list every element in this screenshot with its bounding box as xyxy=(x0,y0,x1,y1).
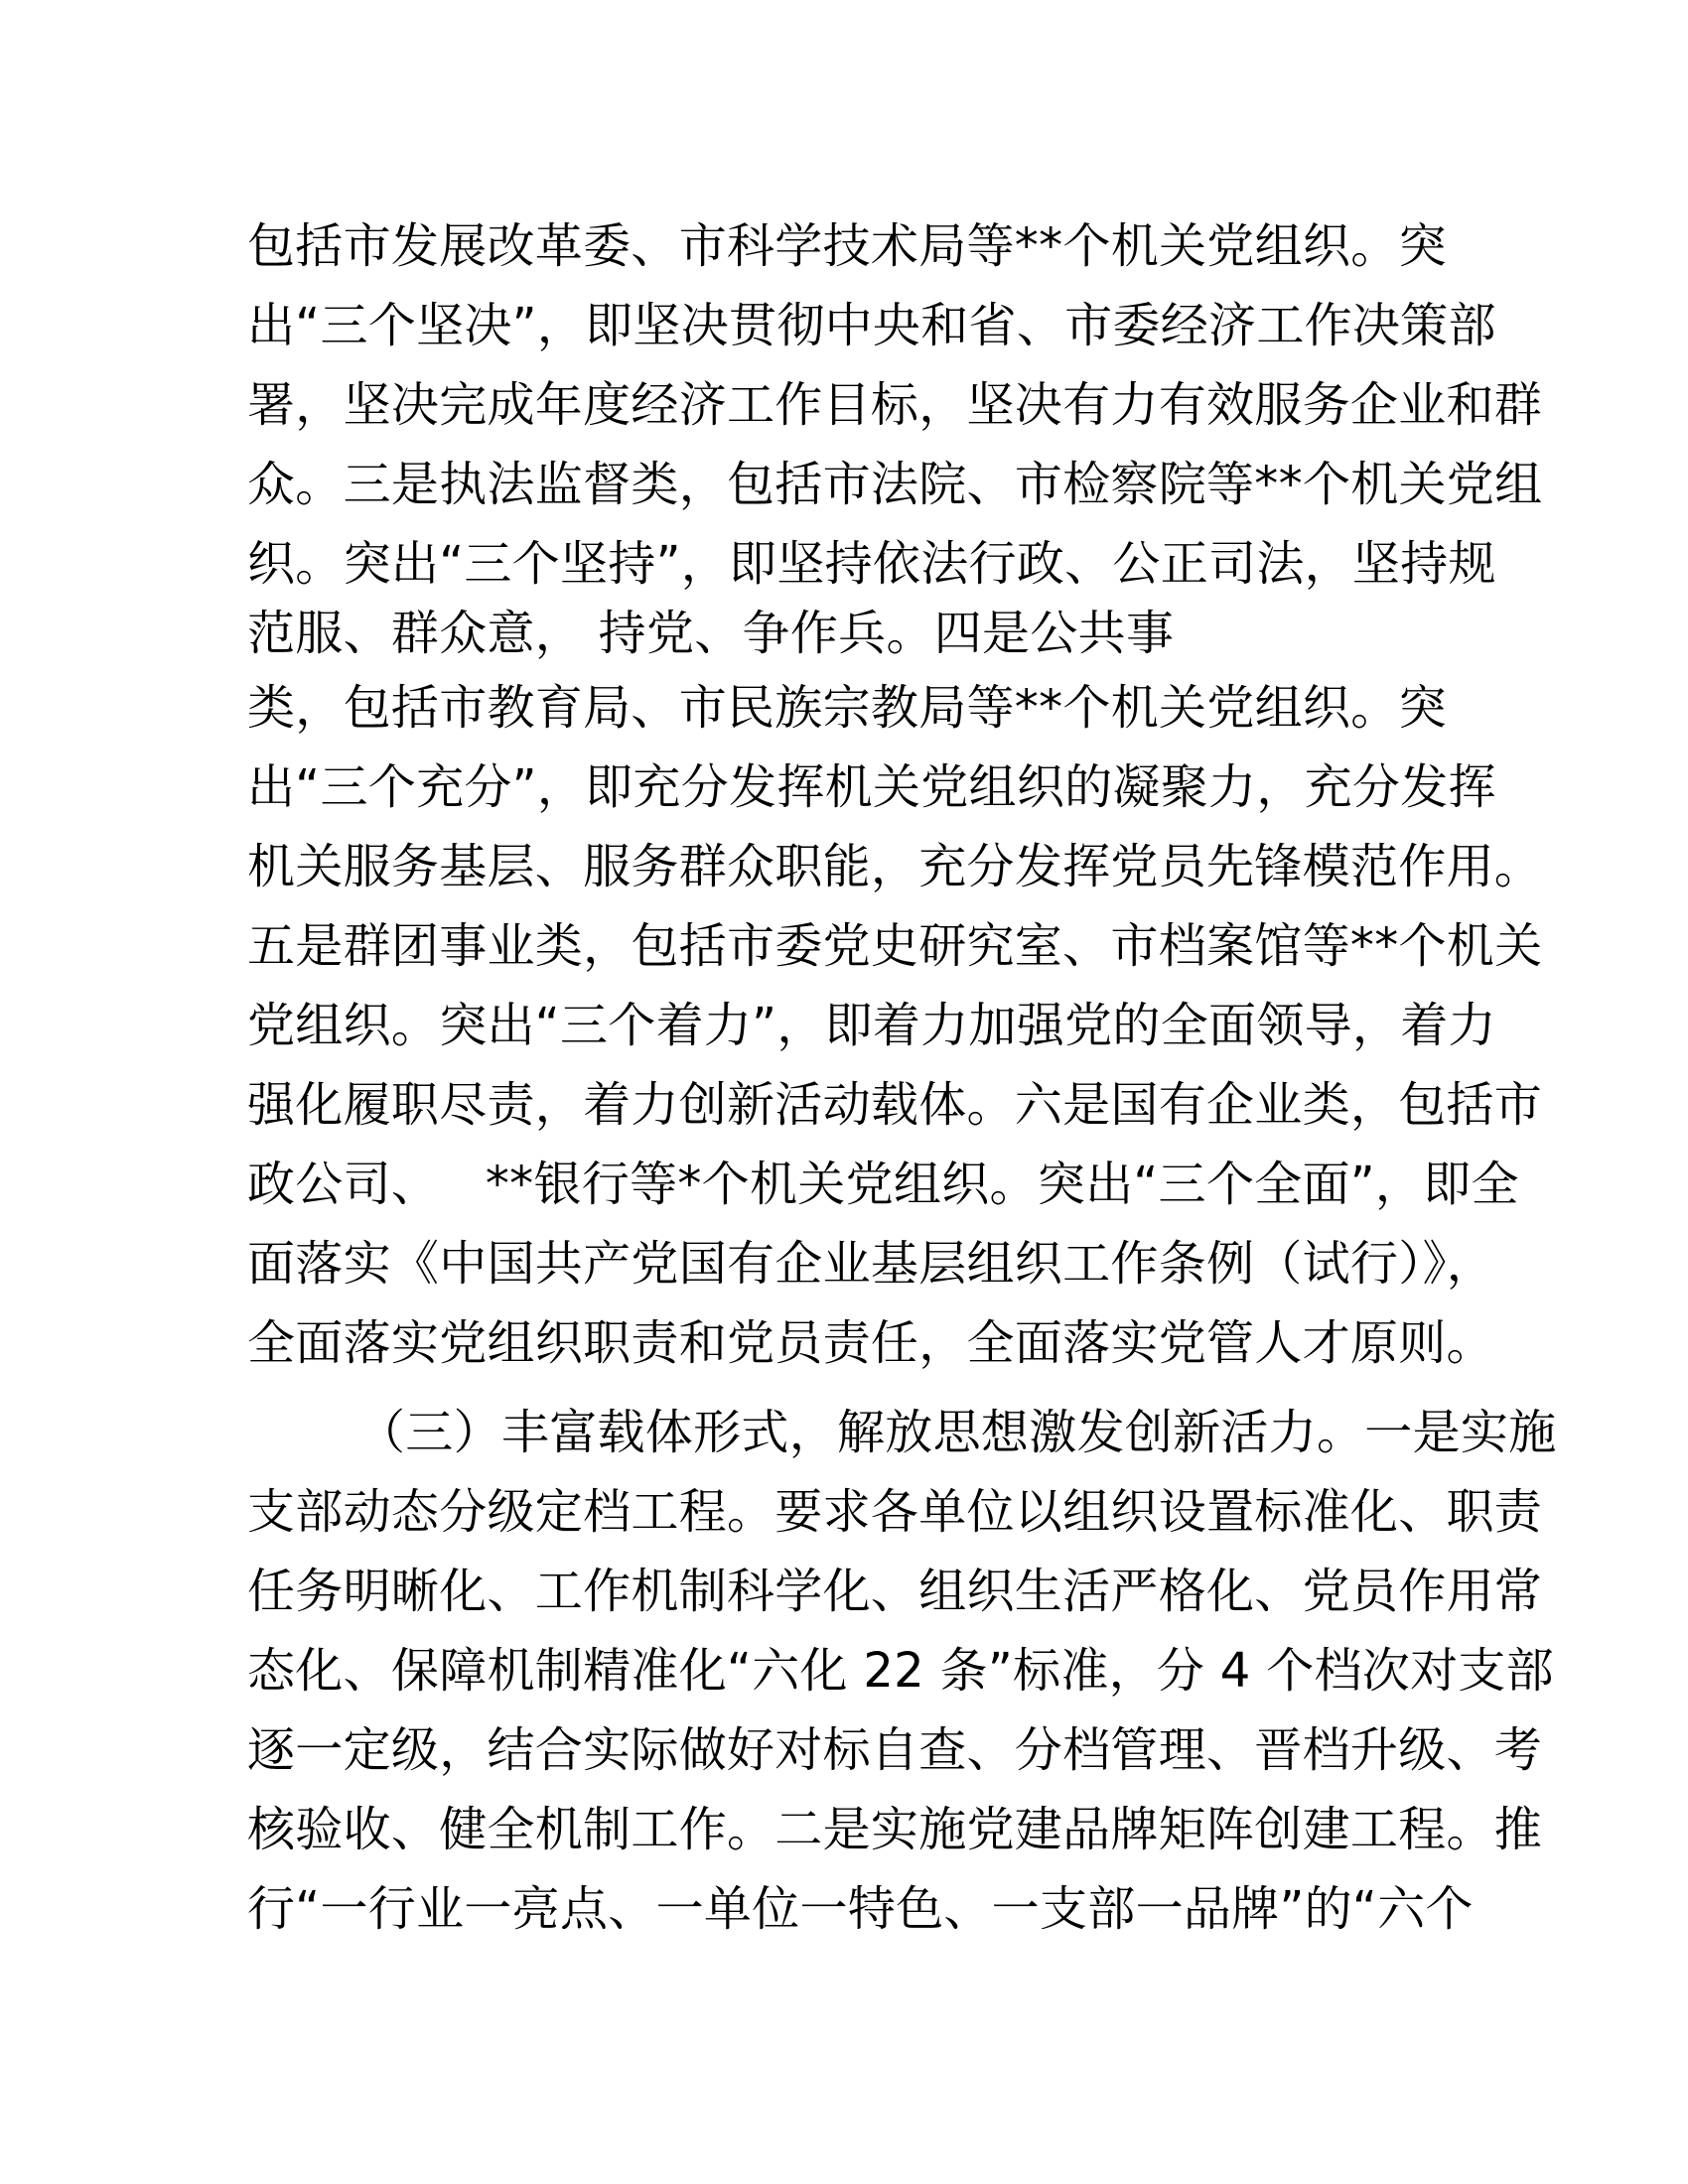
paragraph-line: 织。突出“三个坚持”，即坚持依法行政、公正司法，坚持规 xyxy=(247,536,1496,592)
paragraph-line: 行“一行业一亮点、一单位一特色、一支部一品牌”的“六个 xyxy=(247,1881,1474,1937)
paragraph-line: 支部动态分级定档工程。要求各单位以组织设置标准化、职责 xyxy=(247,1484,1543,1540)
paragraph-line: 五是群团事业类，包括市委党史研究室、市档案馆等**个机关 xyxy=(247,918,1543,974)
paragraph-line: 全面落实党组织职责和党员责任，全面落实党管人才原则。 xyxy=(247,1315,1494,1371)
paragraph-line: 任务明晰化、工作机制科学化、组织生活严格化、党员作用常 xyxy=(247,1564,1543,1619)
paragraph-line: 强化履职尽责，着力创新活动载体。六是国有企业类，包括市 xyxy=(247,1077,1543,1133)
paragraph-line: 机关服务基层、服务群众职能，充分发挥党员先锋模范作用。 xyxy=(247,839,1543,894)
section-heading-line: （三）丰富载体形式，解放思想激发创新活力。一是实施 xyxy=(357,1405,1557,1460)
paragraph-line: 署，坚决完成年度经济工作目标，坚决有力有效服务企业和群 xyxy=(247,377,1543,433)
paragraph-line: 党组织。突出“三个着力”，即着力加强党的全面领导，着力 xyxy=(247,998,1496,1053)
paragraph-line: 出“三个充分”，即充分发挥机关党组织的凝聚力，充分发挥 xyxy=(247,759,1496,815)
paragraph-line: 范服、群众意， 持党、争作兵。四是公共事 xyxy=(247,606,1175,661)
paragraph-line: 核验收、健全机制工作。二是实施党建品牌矩阵创建工程。推 xyxy=(247,1802,1543,1857)
paragraph-line: 面落实《中国共产党国有企业基层组织工作条例（试行）》， xyxy=(247,1236,1495,1292)
paragraph-line: 众。三是执法监督类，包括市法院、市检察院等**个机关党组 xyxy=(247,457,1543,512)
paragraph-line: 政公司、 **银行等*个机关党组织。突出“三个全面”，即全 xyxy=(247,1157,1519,1212)
paragraph-line: 逐一定级，结合实际做好对标自查、分档管理、晋档升级、考 xyxy=(247,1722,1543,1778)
paragraph-line: 态化、保障机制精准化“六化 22 条”标准，分 4 个档次对支部 xyxy=(247,1643,1554,1699)
paragraph-line: 类，包括市教育局、市民族宗教局等**个机关党组织。突 xyxy=(247,680,1447,736)
paragraph-line: 出“三个坚决”，即坚决贯彻中央和省、市委经济工作决策部 xyxy=(247,298,1496,353)
paragraph-line: 包括市发展改革委、市科学技术局等**个机关党组织。突 xyxy=(247,218,1447,274)
